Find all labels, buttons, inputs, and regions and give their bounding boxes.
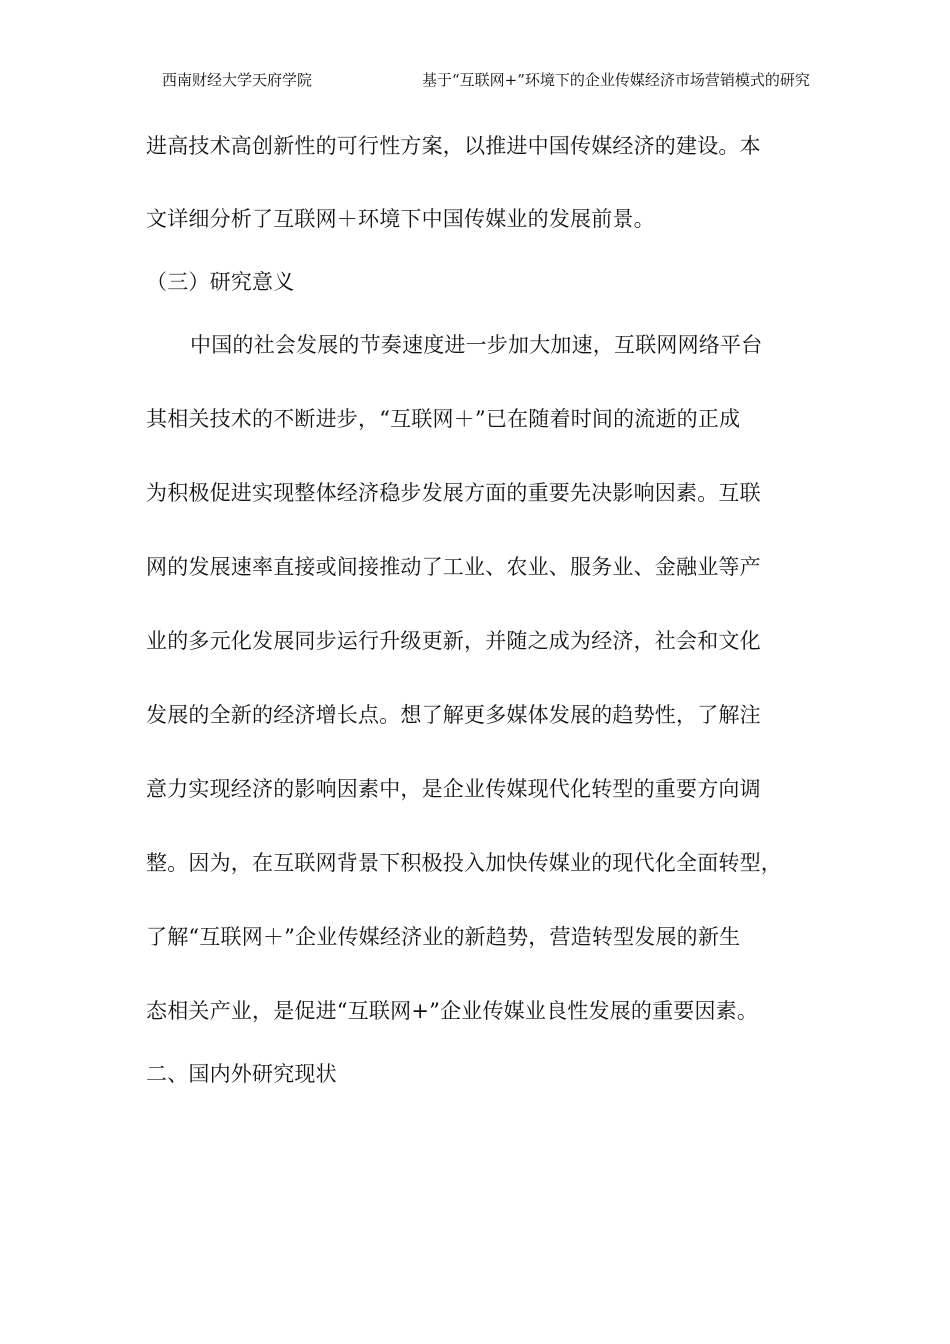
paragraph-line: 中国的社会发展的节奏速度进一步加大加速，互联网网络平台 [190, 333, 763, 357]
paragraph-line: 发展的全新的经济增长点。想了解更多媒体发展的趋势性，了解注 [146, 703, 761, 727]
paragraph-line: 进高技术高创新性的可行性方案，以推进中国传媒经济的建设。本 [146, 134, 761, 158]
paragraph-line: 意力实现经济的影响因素中，是企业传媒现代化转型的重要方向调 [146, 777, 761, 801]
paragraph-line: 业的多元化发展同步运行升级更新，并随之成为经济，社会和文化 [146, 629, 761, 653]
paragraph-line: 文详细分析了互联网＋环境下中国传媒业的发展前景。 [146, 207, 655, 231]
header-institution: 西南财经大学天府学院 [162, 71, 313, 89]
section-heading: （三）研究意义 [146, 270, 295, 294]
paragraph-line: 了解“互联网＋”企业传媒经济业的新趋势，营造转型发展的新生 [146, 925, 741, 949]
section-heading: 二、国内外研究现状 [146, 1062, 337, 1086]
header-title: 基于“互联网+”环境下的企业传媒经济市场营销模式的研究 [422, 71, 810, 89]
paragraph-line: 为积极促进实现整体经济稳步发展方面的重要先决影响因素。互联 [146, 481, 761, 505]
paragraph-line: 态相关产业，是促进“互联网+”企业传媒业良性发展的重要因素。 [146, 999, 759, 1023]
paragraph-line: 网的发展速率直接或间接推动了工业、农业、服务业、金融业等产 [146, 555, 761, 579]
paragraph-line: 整。因为，在互联网背景下积极投入加快传媒业的现代化全面转型， [146, 851, 782, 875]
paragraph-line: 其相关技术的不断进步，“互联网＋”已在随着时间的流逝的正成 [146, 407, 741, 431]
